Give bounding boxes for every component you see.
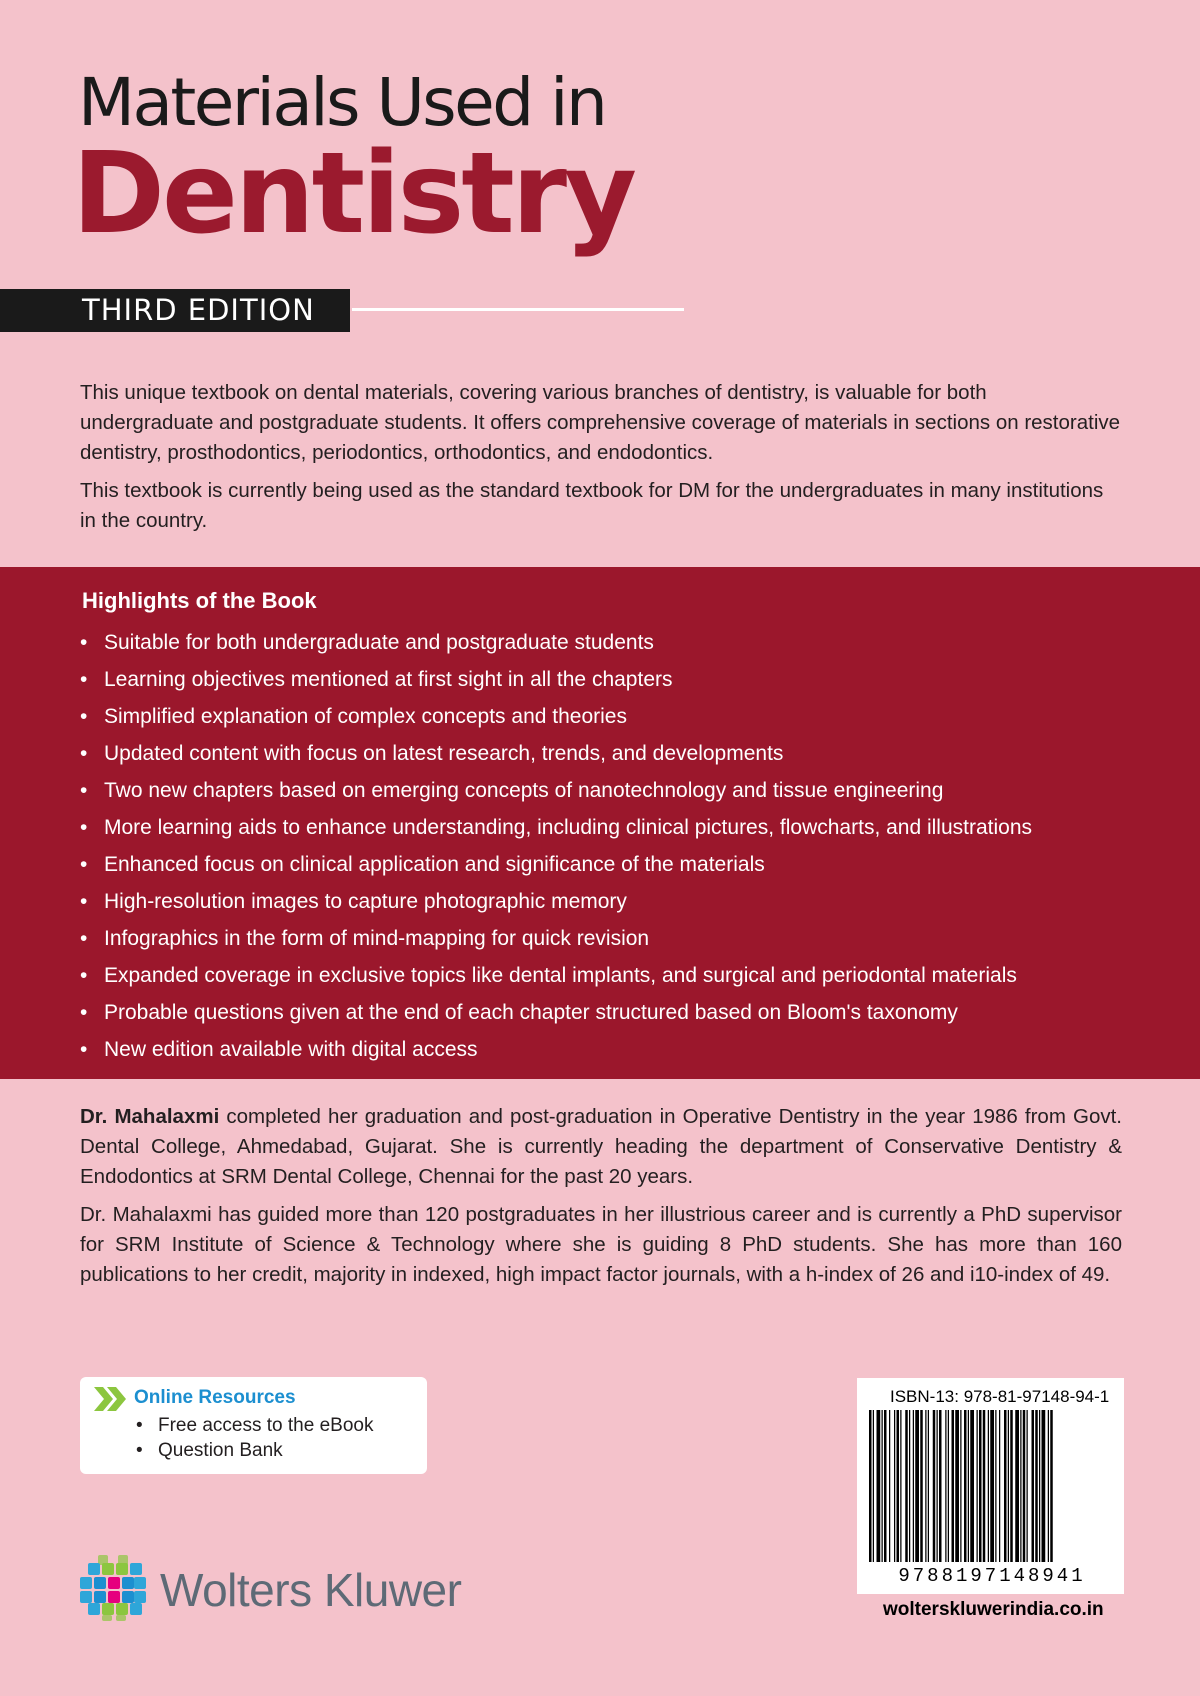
- publisher-website: wolterskluwerindia.co.in: [883, 1599, 1104, 1620]
- barcode-bar: [1042, 1410, 1046, 1562]
- barcode-bar: [990, 1410, 994, 1562]
- barcode-bar: [928, 1410, 929, 1562]
- isbn-barcode: [869, 1410, 1115, 1562]
- double-chevron-right-icon: [94, 1387, 128, 1411]
- barcode-bar: [960, 1410, 961, 1562]
- barcode-bar: [913, 1410, 914, 1562]
- title-line-2: Dentistry: [72, 129, 635, 259]
- barcode-bar: [948, 1410, 949, 1562]
- list-item: • Simplified explanation of complex concepts and theories: [80, 698, 1180, 735]
- barcode-bar: [1023, 1410, 1026, 1562]
- author-name: Dr. Mahalaxmi: [80, 1105, 220, 1128]
- barcode-bar: [894, 1410, 895, 1562]
- barcode-bar: [884, 1410, 887, 1562]
- barcode-bar: [925, 1410, 926, 1562]
- title-line-1: Materials Used in: [78, 64, 606, 141]
- list-item: • Probable questions given at the end of each chapter structured based on Bloom's taxonomy: [80, 994, 1180, 1031]
- list-item: • Suitable for both undergraduate and postgraduate students: [80, 624, 1180, 661]
- list-item: • New edition available with digital access: [80, 1031, 1180, 1068]
- barcode-bar: [1020, 1410, 1021, 1562]
- author-paragraph: Dr. Mahalaxmi has guided more than 120 postgraduates in her illustrious career and is currently a PhD supervisor for SRM Institute of Science & Technology where she is guiding 8 PhD students. She has more than 160 publications to her credit, majority in indexed, high impact factor journals, with a h-index of 26 and i10-index of 49.: [80, 1203, 1122, 1286]
- list-item: • Learning objectives mentioned at first sight in all the chapters: [80, 661, 1180, 698]
- barcode-bar: [1032, 1410, 1035, 1562]
- barcode-bar: [955, 1410, 959, 1562]
- barcode-bar: [915, 1410, 919, 1562]
- barcode-bar: [1008, 1410, 1009, 1562]
- barcode-bar: [995, 1410, 996, 1562]
- barcode-bar: [970, 1410, 974, 1562]
- barcode-bar: [939, 1410, 942, 1562]
- edition-label: THIRD EDITION: [82, 293, 315, 327]
- barcode-digits: 9788197148941: [898, 1565, 1086, 1587]
- barcode-bar: [979, 1410, 982, 1562]
- intro-text: [80, 378, 1122, 544]
- list-item: • High-resolution images to capture photographic memory: [80, 883, 1180, 920]
- barcode-bar: [909, 1410, 910, 1562]
- barcode-bar: [977, 1410, 978, 1562]
- barcode-bar: [968, 1410, 969, 1562]
- barcode-bar: [964, 1410, 967, 1562]
- barcode-bar: [889, 1410, 890, 1562]
- wolters-kluwer-logo: [80, 1555, 146, 1621]
- author-bio-text: completed her graduation and post-graduation in Operative Dentistry in the year 1986 from Govt. Dental College, Ahmedabad, Gujarat. She is currently heading the department of Conservative Dentistry & Endodontics at SRM Dental College, Chennai for the past 20 years.: [80, 1105, 1122, 1188]
- barcode-bar: [897, 1410, 900, 1562]
- barcode-bar: [1004, 1410, 1007, 1562]
- barcode-bar: [1039, 1410, 1040, 1562]
- list-item: • More learning aids to enhance understanding, including clinical pictures, flowcharts, and illustrations: [80, 809, 1180, 846]
- highlights-list: [80, 624, 1180, 1068]
- barcode-bar: [999, 1410, 1000, 1562]
- barcode-bar: [905, 1410, 908, 1562]
- barcode-bar: [877, 1410, 881, 1562]
- barcode-bar: [920, 1410, 923, 1562]
- online-resources-list: [134, 1413, 373, 1463]
- intro-paragraph: This unique textbook on dental materials, covering various branches of dentistry, is valuable for both undergraduate and postgraduate students. It offers comprehensive coverage of materials in sections on restorative dentistry, prosthodontics, periodontics, orthodontics, and endodontics.: [80, 381, 1121, 464]
- list-item: • Expanded coverage in exclusive topics like dental implants, and surgical and periodontal materials: [80, 957, 1180, 994]
- barcode-bar: [869, 1410, 872, 1562]
- edition-divider: [352, 308, 684, 311]
- barcode-bar: [1035, 1410, 1038, 1562]
- barcode-bar: [900, 1410, 901, 1562]
- list-item: • Infographics in the form of mind-mapping for quick revision: [80, 920, 1180, 957]
- list-item: • Updated content with focus on latest research, trends, and developments: [80, 735, 1180, 772]
- barcode-bar: [1027, 1410, 1028, 1562]
- barcode-bar: [937, 1410, 938, 1562]
- barcode-bar: [873, 1410, 874, 1562]
- intro-paragraph: This textbook is currently being used as the standard textbook for DM for the undergraduates in many institutions in the country.: [80, 479, 1104, 532]
- barcode-bar: [1015, 1410, 1019, 1562]
- barcode-bar: [988, 1410, 989, 1562]
- online-resources-box: [80, 1377, 427, 1474]
- list-item: • Two new chapters based on emerging concepts of nanotechnology and tissue engineering: [80, 772, 1180, 809]
- barcode-bar: [882, 1410, 883, 1562]
- list-item: • Free access to the eBook: [134, 1413, 373, 1438]
- list-item: • Question Bank: [134, 1438, 373, 1463]
- barcode-bar: [933, 1410, 936, 1562]
- isbn-label: ISBN-13: 978-81-97148-94-1: [890, 1387, 1110, 1406]
- author-paragraph: [80, 1102, 1122, 1192]
- highlights-title: Highlights of the Book: [82, 588, 317, 613]
- author-bio: [80, 1102, 1122, 1298]
- publisher-name: Wolters Kluwer: [160, 1564, 462, 1616]
- barcode-bar: [952, 1410, 955, 1562]
- online-resources-title: Online Resources: [134, 1387, 296, 1408]
- barcode-bar: [1010, 1410, 1013, 1562]
- barcode-bar: [1048, 1410, 1049, 1562]
- barcode-bar: [1050, 1410, 1053, 1562]
- barcode-bar: [945, 1410, 946, 1562]
- barcode-bar: [983, 1410, 986, 1562]
- list-item: • Enhanced focus on clinical application and significance of the materials: [80, 846, 1180, 883]
